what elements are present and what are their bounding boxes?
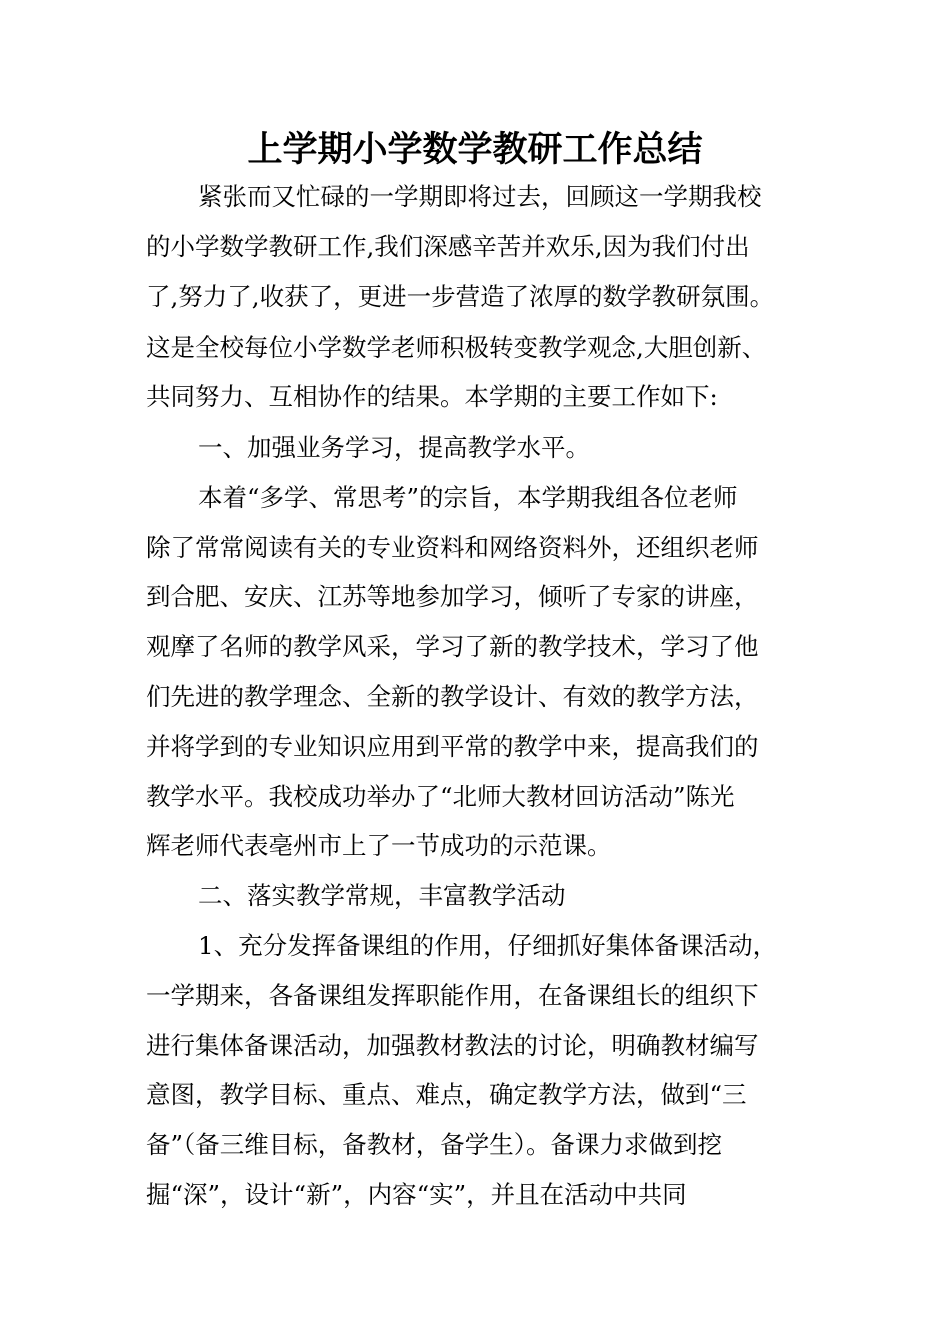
paragraph-line: 一学期来，各备课组发挥职能作用，在备课组长的组织下 (146, 981, 759, 1010)
paragraph-line: 本着“多学、常思考”的宗旨，本学期我组各位老师 (198, 483, 738, 512)
section-heading: 二、落实教学常规，丰富教学活动 (198, 881, 566, 910)
paragraph-line: 并将学到的专业知识应用到平常的教学中来，提高我们的 (146, 732, 759, 761)
paragraph-line: 辉老师代表亳州市上了一节成功的示范课。 (146, 831, 612, 860)
paragraph-line: 了,努力了,收获了，更进一步营造了浓厚的数学教研氛围。 (146, 282, 775, 311)
paragraph-line: 备”（备三维目标，备教材，备学生）。备课力求做到挖 (146, 1130, 723, 1159)
document-title: 上学期小学数学教研工作总结 (247, 130, 703, 170)
paragraph-line: 到合肥、安庆、江苏等地参加学习，倾听了专家的讲座， (146, 582, 759, 611)
paragraph-line: 的小学数学教研工作,我们深感辛苦并欢乐,因为我们付出 (146, 232, 750, 261)
paragraph-line: 共同努力、互相协作的结果。本学期的主要工作如下: (146, 382, 718, 411)
paragraph-line: 1、充分发挥备课组的作用，仔细抓好集体备课活动， (198, 931, 778, 960)
paragraph-line: 这是全校每位小学数学老师积极转变教学观念,大胆创新、 (146, 333, 767, 362)
paragraph-line: 们先进的教学理念、全新的教学设计、有效的教学方法， (146, 682, 759, 711)
paragraph-line: 掘“深”，设计“新”，内容“实”，并且在活动中共同 (146, 1180, 687, 1209)
paragraph-line: 观摩了名师的教学风采，学习了新的教学技术，学习了他 (146, 632, 759, 661)
paragraph-line: 除了常常阅读有关的专业资料和网络资料外，还组织老师 (146, 533, 759, 562)
paragraph-line: 紧张而又忙碌的一学期即将过去，回顾这一学期我校 (198, 182, 762, 211)
paragraph-line: 意图，教学目标、重点、难点，确定教学方法，做到“三 (146, 1080, 747, 1109)
paragraph-line: 教学水平。我校成功举办了“北师大教材回访活动”陈光 (146, 782, 735, 811)
section-heading: 一、加强业务学习，提高教学水平。 (198, 433, 590, 462)
paragraph-line: 进行集体备课活动，加强教材教法的讨论，明确教材编写 (146, 1031, 759, 1060)
